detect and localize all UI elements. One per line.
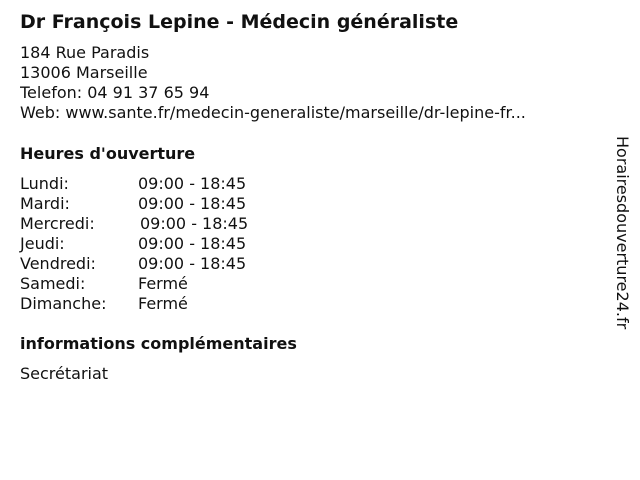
opening-hours-table <box>20 174 320 314</box>
day-label: Samedi: <box>20 274 86 293</box>
site-watermark: Horairesdouverture24.fr <box>613 136 632 330</box>
hours-row-saturday <box>20 274 320 294</box>
phone-number[interactable]: Telefon: 04 91 37 65 94 <box>20 83 210 102</box>
opening-hours-heading: Heures d'ouverture <box>20 144 196 163</box>
hours-row-friday <box>20 254 320 274</box>
street-address: 184 Rue Paradis <box>20 43 150 62</box>
hours-value: 09:00 - 18:45 <box>140 214 249 233</box>
city-postal-code: 13006 Marseille <box>20 63 148 82</box>
page-title: Dr François Lepine - Médecin généraliste <box>20 11 459 33</box>
website-link[interactable]: Web: www.sante.fr/medecin-generaliste/marseille/dr-lepine-fr... <box>20 103 526 122</box>
hours-value: 09:00 - 18:45 <box>138 234 247 253</box>
additional-info-text: Secrétariat <box>20 364 109 383</box>
day-label: Jeudi: <box>20 234 65 253</box>
hours-value: 09:00 - 18:45 <box>138 194 247 213</box>
day-label: Lundi: <box>20 174 69 193</box>
hours-row-wednesday <box>20 214 320 234</box>
hours-value: 09:00 - 18:45 <box>138 174 247 193</box>
additional-info-heading: informations complémentaires <box>20 334 297 353</box>
hours-value: 09:00 - 18:45 <box>138 254 247 273</box>
address-block <box>20 43 605 123</box>
hours-row-thursday <box>20 234 320 254</box>
hours-row-sunday <box>20 294 320 314</box>
hours-row-tuesday <box>20 194 320 214</box>
day-label: Dimanche: <box>20 294 107 313</box>
hours-value: Fermé <box>138 294 188 313</box>
day-label: Mardi: <box>20 194 70 213</box>
hours-row-monday <box>20 174 320 194</box>
day-label: Vendredi: <box>20 254 96 273</box>
hours-value: Fermé <box>138 274 188 293</box>
day-label: Mercredi: <box>20 214 95 233</box>
